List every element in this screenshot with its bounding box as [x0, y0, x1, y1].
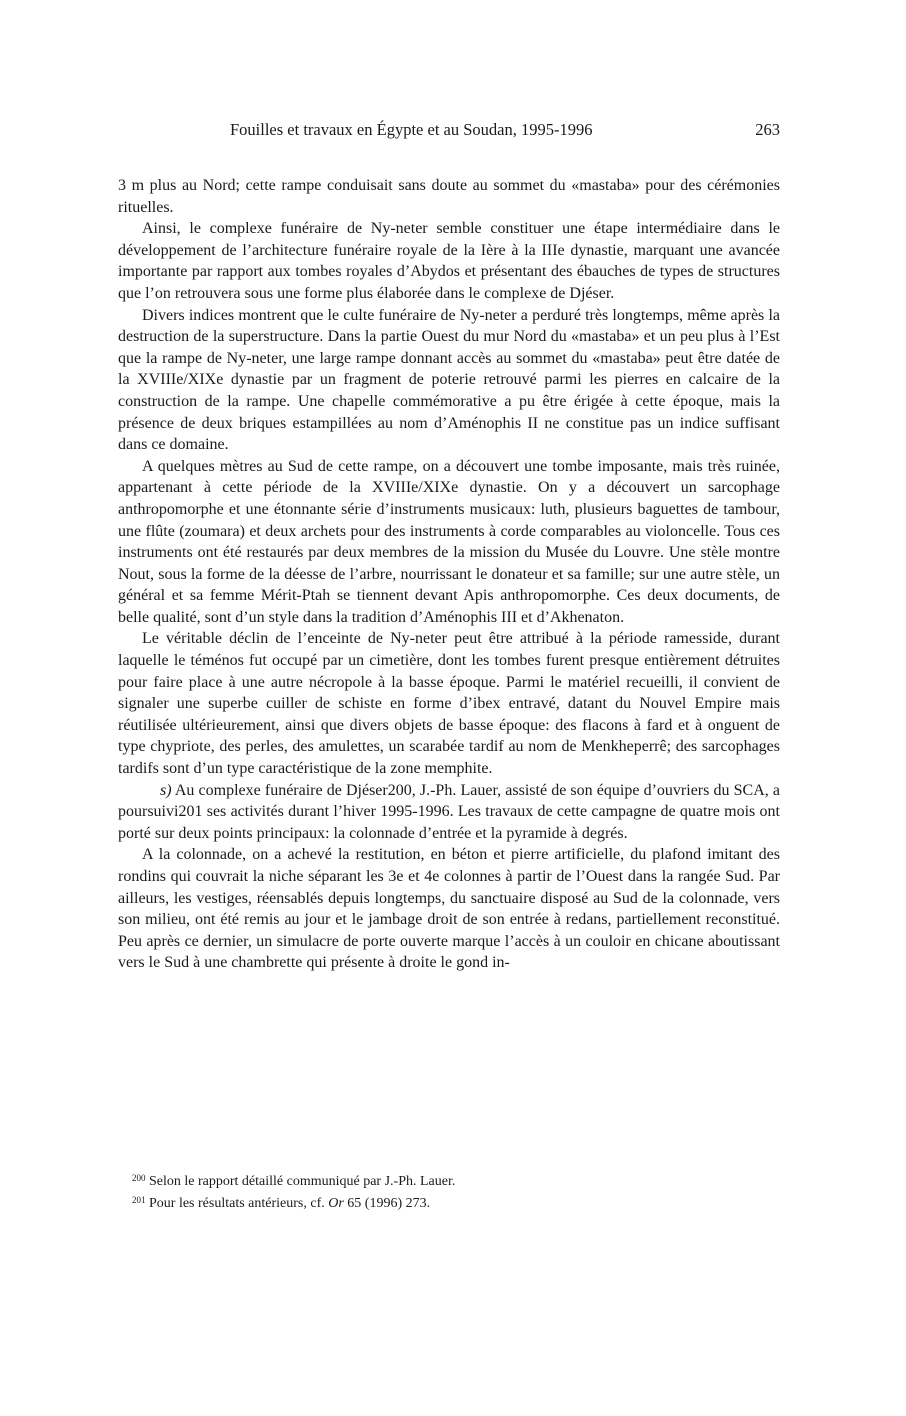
journal-abbrev: Or — [328, 1196, 344, 1211]
running-header — [118, 120, 780, 142]
paragraph-7: A la colonnade, on a achevé la restitution, en béton et pierre artificielle, du plafond imitant des rondins qui couvrait la niche séparant les 3e et 4e colonnes à partir de l’Ouest dans la rangée Sud. Par ailleurs, les vestiges, réensablés depuis longtemps, du sanctuaire disposé au Sud de la colonnade, vers son milieu, ont été remis au jour et le jambage droit de son entrée à redans, partiellement reconstitué. Peu après ce dernier, un simulacre de porte ouverte marque l’accès à un couloir en chicane aboutissant vers le Sud à une chambrette qui présente à droite le gond in- — [118, 846, 780, 972]
paragraph-5: Le véritable déclin de l’enceinte de Ny-neter peut être attribué à la période ramesside, durant laquelle le téménos fut occupé par un cimetière, dont les tombes furent presque entièrement détruites pour faire place à une autre nécropole à la basse époque. Parmi le matériel recueilli, il convient de signaler une superbe cuiller de schiste en forme d’ibex entravé, datant du Nouvel Empire mais réutilisée ultérieurement, ainsi que divers objets de basse époque: des flacons à fard et à onguent de type chypriote, des perles, des amulettes, un scarabée tardif au nom de Menkheperrê; des sarcophages tardifs sont d’un type caractéristique de la zone memphite. — [118, 630, 780, 778]
paragraph-3: Divers indices montrent que le culte funéraire de Ny-neter a perduré très longtemps, même après la destruction de la superstructure. Dans la partie Ouest du mur Nord du «mastaba» et un peu plus à l’Est que la rampe de Ny-neter, une large rampe donnant accès au sommet du «mastaba» peut être datée de la XVIIIe/XIXe dynastie par un fragment de poterie retrouvé parmi les pierres en calcaire de la construction de la rampe. Une chapelle commémorative a pu être érigée à cette époque, mais la présence de deux briques estampillées au nom d’Aménophis II ne constitue pas un indice suffisant dans ce domaine. — [118, 306, 780, 454]
footnote-text: Selon le rapport détaillé communiqué par J.-Ph. Lauer. — [149, 1174, 456, 1189]
footnote-mark: 200 — [132, 1173, 146, 1183]
paragraph-6 — [118, 780, 780, 845]
footnote-text: Pour les résultats antérieurs, cf. — [149, 1196, 325, 1211]
footnote-citation: 65 (1996) 273. — [347, 1196, 431, 1211]
paragraph-6-text: Au complexe funéraire de Djéser200, J.-Ph. Lauer, assisté de son équipe d’ouvriers du SCA, a poursuivi201 ses activités durant l’hiver 1995-1996. Les travaux de cette campagne de quatre mois ont porté sur deux points principaux: la colonnade d’entrée et la pyramide à degrés. — [118, 781, 780, 842]
footnote-201 — [132, 1191, 772, 1213]
paragraph-2: Ainsi, le complexe funéraire de Ny-neter semble constituer une étape intermédiaire dans le développement de l’architecture funéraire royale de la Ière à la IIIe dynastie, marquant une avancée importante par rapport aux tombes royales d’Abydos et présentant des ébauches de types de structures que l’on retrouvera sous une forme plus élaborée dans le complexe de Djéser. — [118, 220, 780, 302]
paragraph-1: 3 m plus au Nord; cette rampe conduisait sans doute au sommet du «mastaba» pour des cérémonies rituelles. — [118, 177, 780, 216]
footnote-mark: 201 — [132, 1195, 146, 1205]
body-text — [118, 175, 780, 974]
footnote-200 — [132, 1169, 772, 1191]
paragraph-prefix: s) — [160, 781, 172, 799]
running-title: Fouilles et travaux en Égypte et au Soudan, 1995-1996 — [230, 120, 593, 139]
paragraph-4: A quelques mètres au Sud de cette rampe, on a découvert une tombe imposante, mais très ruinée, appartenant à cette période de la XVIIIe/XIXe dynastie. On y a découvert un sarcophage anthropomorphe et une étonnante série d’instruments musicaux: luth, plusieurs baguettes de tambour, une flûte (zoumara) et deux archets pour des instruments à corde comparables au violoncelle. Tous ces instruments ont été restaurés par deux membres de la mission du Musée du Louvre. Une stèle montre Nout, sous la forme de la déesse de l’arbre, nourrissant le donateur et sa famille; sur une autre stèle, un général et sa femme Mérit-Ptah se tiennent devant Apis anthropomorphe. Ces deux documents, de belle qualité, sont d’un style dans la tradition d’Aménophis III et d’Akhenaton. — [118, 457, 780, 626]
footnotes — [132, 1169, 772, 1213]
page-number: 263 — [755, 120, 780, 139]
